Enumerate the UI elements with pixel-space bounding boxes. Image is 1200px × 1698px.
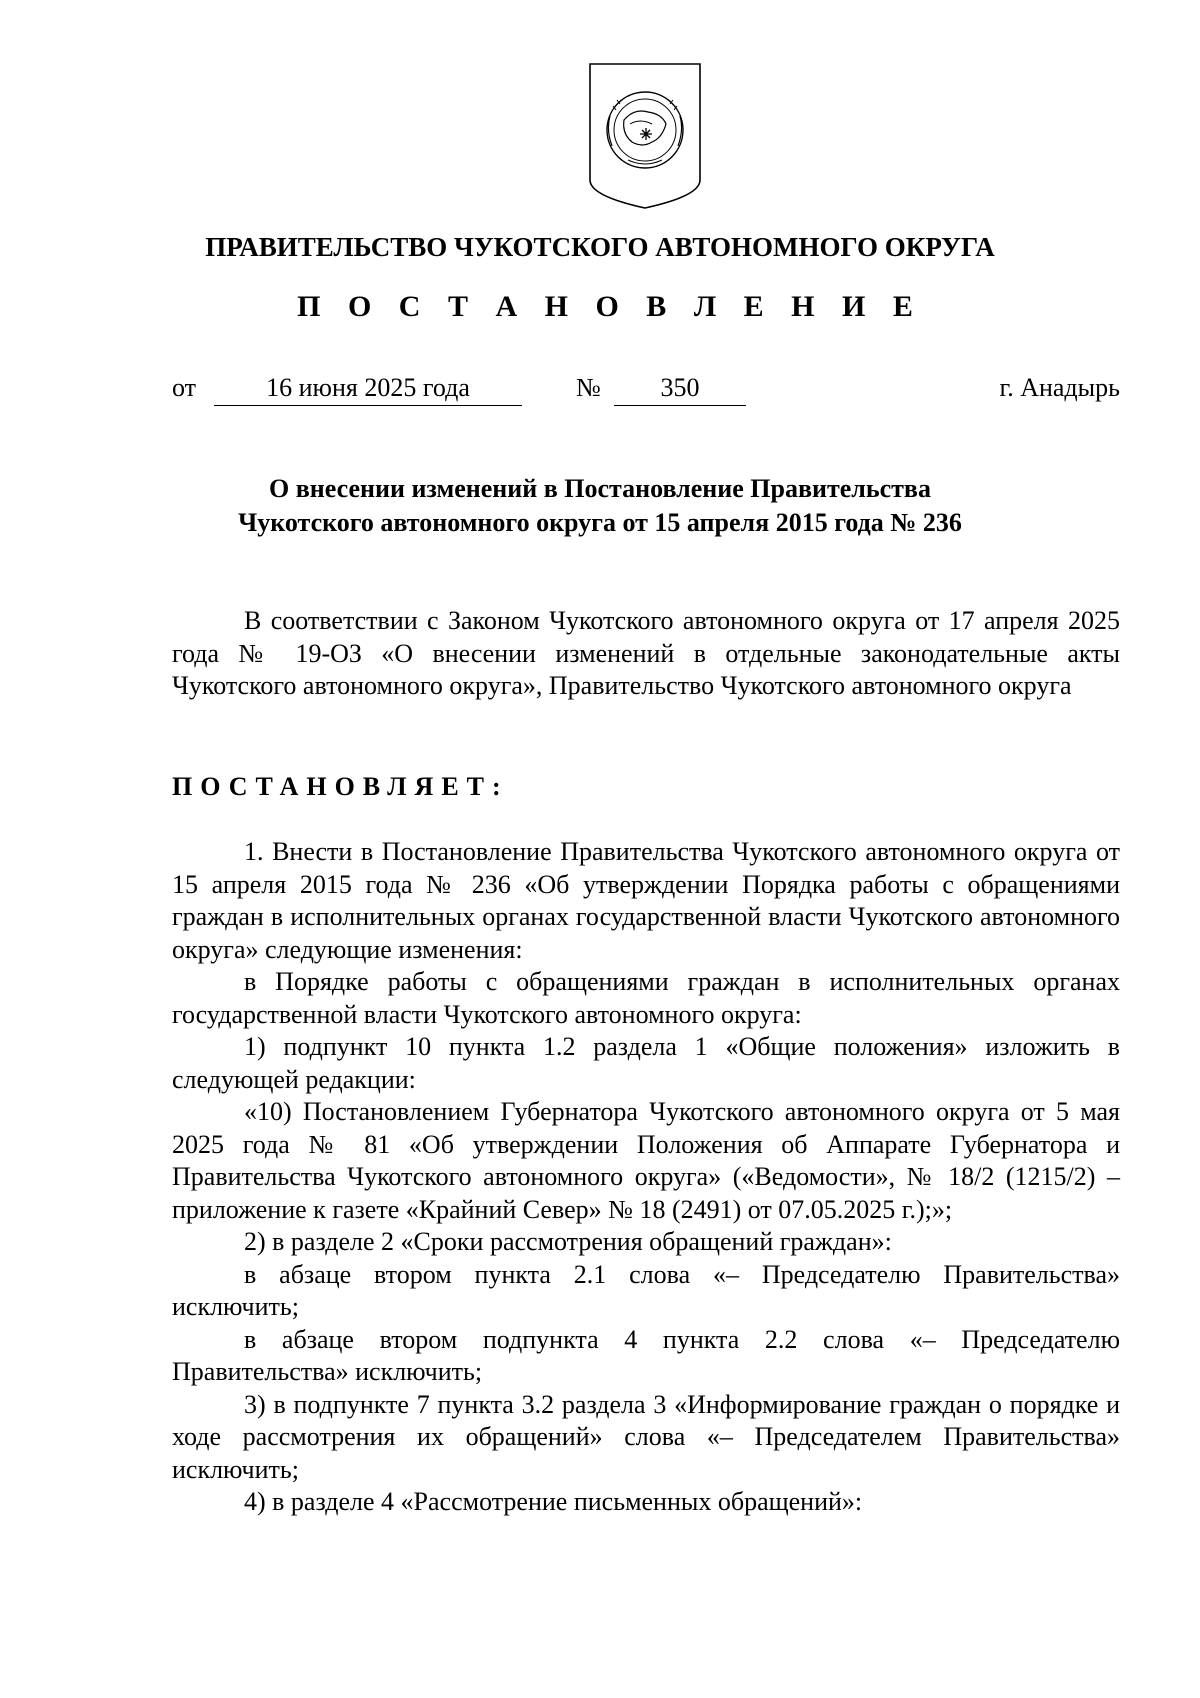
decree-body xyxy=(172,836,1120,1519)
document-number: 350 xyxy=(614,373,746,406)
document-city: г. Анадырь xyxy=(999,373,1120,402)
document-type-title: П О С Т А Н О В Л Е Н И Е xyxy=(297,290,923,323)
subject-line-1: О внесении изменений в Постановление Правительства xyxy=(269,474,931,503)
paragraph-5: 2) в разделе 2 «Сроки рассмотрения обращений граждан»: xyxy=(244,1227,892,1256)
preamble xyxy=(172,605,1120,703)
paragraph-3: 1) подпункт 10 пункта 1.2 раздела 1 «Общие положения» изложить в следующей редакции: xyxy=(172,1032,1120,1094)
document-meta-row xyxy=(172,373,1120,413)
decree-word: ПОСТАНОВЛЯЕТ: xyxy=(172,772,509,801)
organization-title: ПРАВИТЕЛЬСТВО ЧУКОТСКОГО АВТОНОМНОГО ОКРУГА xyxy=(205,232,995,262)
document-subject xyxy=(0,472,1200,540)
preamble-paragraph: В соответствии с Законом Чукотского автономного округа от 17 апреля 2025 года № 19-ОЗ «О внесении изменений в отдельные законодательные акты Чукотского автономного округа», Правительство Чукотского автономного округа xyxy=(172,606,1120,700)
paragraph-1: 1. Внести в Постановление Правительства Чукотского автономного округа от 15 апреля 2015 года № 236 «Об утверждении Порядка работы с обращениями граждан в исполнительных органах государственной власти Чукотского автономного округа» следующие изменения: xyxy=(172,837,1120,964)
paragraph-4: «10) Постановлением Губернатора Чукотского автономного округа от 5 мая 2025 года № 81 «Об утверждении Положения об Аппарате Губернатора и Правительства Чукотского автономного округа» («Ведомости», № 18/2 (1215/2) – приложение к газете «Крайний Север» № 18 (2491) от 07.05.2025 г.);»; xyxy=(172,1097,1120,1224)
document-date: 16 июня 2025 года xyxy=(214,373,522,406)
paragraph-6: в абзаце втором пункта 2.1 слова «– Председателю Правительства» исключить; xyxy=(172,1259,1120,1321)
subject-line-2: Чукотского автономного округа от 15 апреля 2015 года № 236 xyxy=(238,508,962,537)
paragraph-2: в Порядке работы с обращениями граждан в исполнительных органах государственной власти Чукотского автономного округа: xyxy=(172,967,1120,1029)
number-sign-label: № xyxy=(576,373,601,402)
paragraph-7: в абзаце втором подпункта 4 пункта 2.2 слова «– Председателю Правительства» исключить; xyxy=(172,1324,1120,1386)
paragraph-9: 4) в разделе 4 «Рассмотрение письменных обращений»: xyxy=(244,1487,863,1516)
paragraph-8: 3) в подпункте 7 пункта 3.2 раздела 3 «Информирование граждан о порядке и ходе рассмотрения их обращений» слова «– Председателем Правительства» исключить; xyxy=(172,1389,1120,1484)
date-prefix-label: от xyxy=(172,373,197,402)
coat-of-arms-icon xyxy=(586,62,704,210)
